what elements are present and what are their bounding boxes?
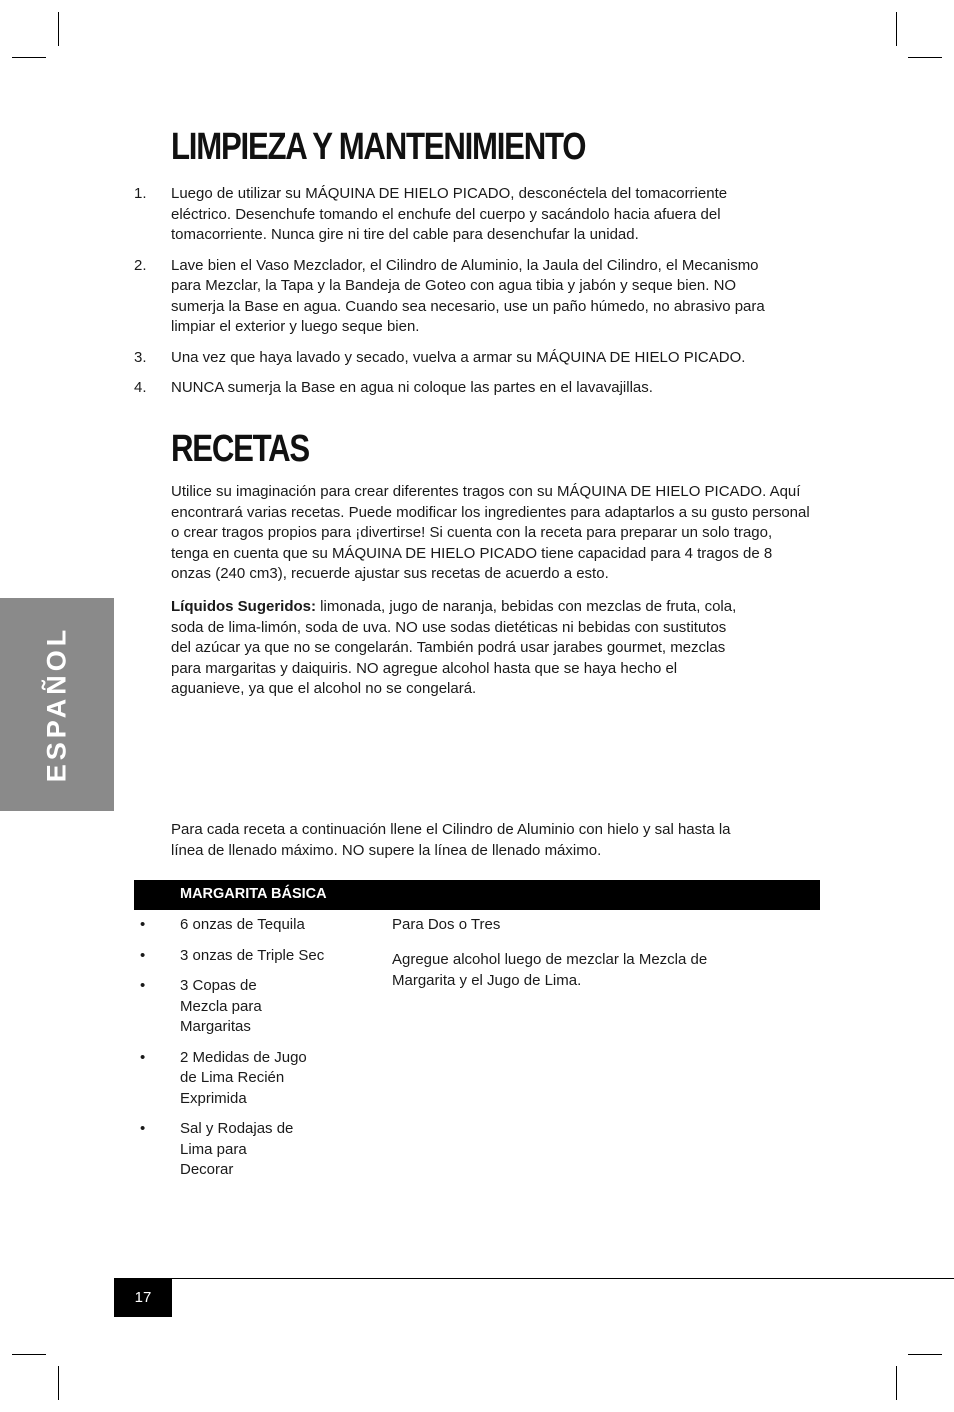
list-item bbox=[140, 976, 360, 1038]
ingredient-text: 2 Medidas de Jugo de Lima Recién Exprimida bbox=[180, 1048, 307, 1107]
step-number: 4. bbox=[134, 379, 147, 396]
list-item bbox=[140, 1119, 360, 1181]
step-number: 1. bbox=[134, 185, 147, 202]
step-number: 2. bbox=[134, 256, 147, 274]
list-item bbox=[134, 378, 784, 399]
crop-mark bbox=[908, 57, 942, 58]
page-number: 17 bbox=[114, 1278, 172, 1317]
language-label: ESPAÑOL bbox=[41, 625, 72, 783]
suggested-liquids-label: Líquidos Sugeridos: bbox=[171, 598, 316, 615]
cleaning-steps-list bbox=[134, 184, 784, 409]
section-title-recipes: RECETAS bbox=[171, 428, 309, 470]
list-item bbox=[134, 184, 784, 246]
recipe-title: MARGARITA BÁSICA bbox=[180, 886, 327, 902]
recipe-title-bar bbox=[134, 880, 820, 910]
bullet: • bbox=[140, 1048, 146, 1066]
step-text: NUNCA sumerja la Base en agua ni coloque las partes en el lavavajillas. bbox=[171, 379, 653, 396]
recipes-intro: Utilice su imaginación para crear diferentes tragos con su MÁQUINA DE HIELO PICADO. Aquí encontrará varias recetas. Puede modificar los ingredientes para adaptarlos a su gusto personal o crear tragos propios para ¡divertirse! Si cuenta con la receta para preparar un solo trago, tenga en cuenta que su MÁQUINA DE HIELO PICADO tiene capacidad para 4 tragos de 8 onzas (240 cm3), recuerde ajustar sus recetas de acuerdo a esto. bbox=[171, 483, 810, 582]
ingredient-text: Sal y Rodajas de Lima para Decorar bbox=[180, 1120, 294, 1178]
footer-rule bbox=[114, 1278, 954, 1279]
step-text: Una vez que haya lavado y secado, vuelva a armar su MÁQUINA DE HIELO PICADO. bbox=[171, 348, 746, 366]
suggested-liquids bbox=[171, 597, 741, 700]
crop-mark bbox=[896, 12, 897, 46]
section-title-cleaning: LIMPIEZA Y MANTENIMIENTO bbox=[171, 126, 586, 168]
crop-mark bbox=[896, 1366, 897, 1400]
step-text: Lave bien el Vaso Mezclador, el Cilindro de Aluminio, la Jaula del Cilindro, el Mecanismo para Mezclar, la Tapa y la Bandeja de Goteo con agua tibia y jabón y seque bien. NO sumerja la Base en agua. Cuando sea necesario, use un paño húmedo, no abrasivo para limpiar el exterior y luego seque bien. bbox=[171, 256, 765, 335]
list-item bbox=[140, 1048, 360, 1110]
bullet: • bbox=[140, 977, 146, 994]
ingredient-text: 3 onzas de Triple Sec bbox=[180, 946, 325, 964]
ingredients-list bbox=[140, 915, 360, 1191]
recipe-servings: Para Dos o Tres bbox=[392, 916, 501, 933]
crop-mark bbox=[58, 12, 59, 46]
crop-mark bbox=[12, 1354, 46, 1355]
step-number: 3. bbox=[134, 348, 147, 366]
recipe-instruction: Agregue alcohol luego de mezclar la Mezcla de Margarita y el Jugo de Lima. bbox=[392, 951, 708, 989]
step-text: Luego de utilizar su MÁQUINA DE HIELO PICADO, desconéctela del tomacorriente eléctrico. Desenchufe tomando el enchufe del cuerpo y sacándolo hacia afuera del tomacorriente. Nunca gire ni tire del cable para desenchufar la unidad. bbox=[171, 185, 728, 243]
suggested-liquids-text: limonada, jugo de naranja, bebidas con mezclas de fruta, cola, soda de lima-limón, soda de uva. NO use sodas dietéticas ni bebidas con sustitutos del azúcar ya que no se congelarán. También podrá usar jarabes gourmet, mezclas para margaritas y daiquiris. NO agregue alcohol hasta que se haya hecho el aguanieve, ya que el alcohol no se congelará. bbox=[171, 598, 737, 697]
list-item bbox=[140, 946, 360, 967]
list-item bbox=[134, 256, 784, 338]
crop-mark bbox=[58, 1366, 59, 1400]
crop-mark bbox=[12, 57, 46, 58]
bullet: • bbox=[140, 1120, 146, 1137]
crop-mark bbox=[908, 1354, 942, 1355]
bullet: • bbox=[140, 946, 146, 964]
ingredient-text: 6 onzas de Tequila bbox=[180, 916, 305, 933]
bullet: • bbox=[140, 916, 146, 933]
ingredient-text: 3 Copas de Mezcla para Margaritas bbox=[180, 977, 262, 1035]
language-side-tab bbox=[0, 598, 114, 811]
list-item bbox=[140, 915, 360, 936]
list-item bbox=[134, 348, 784, 369]
fill-instructions: Para cada receta a continuación llene el Cilindro de Aluminio con hielo y sal hasta la línea de llenado máximo. NO supere la línea de llenado máximo. bbox=[171, 821, 731, 859]
